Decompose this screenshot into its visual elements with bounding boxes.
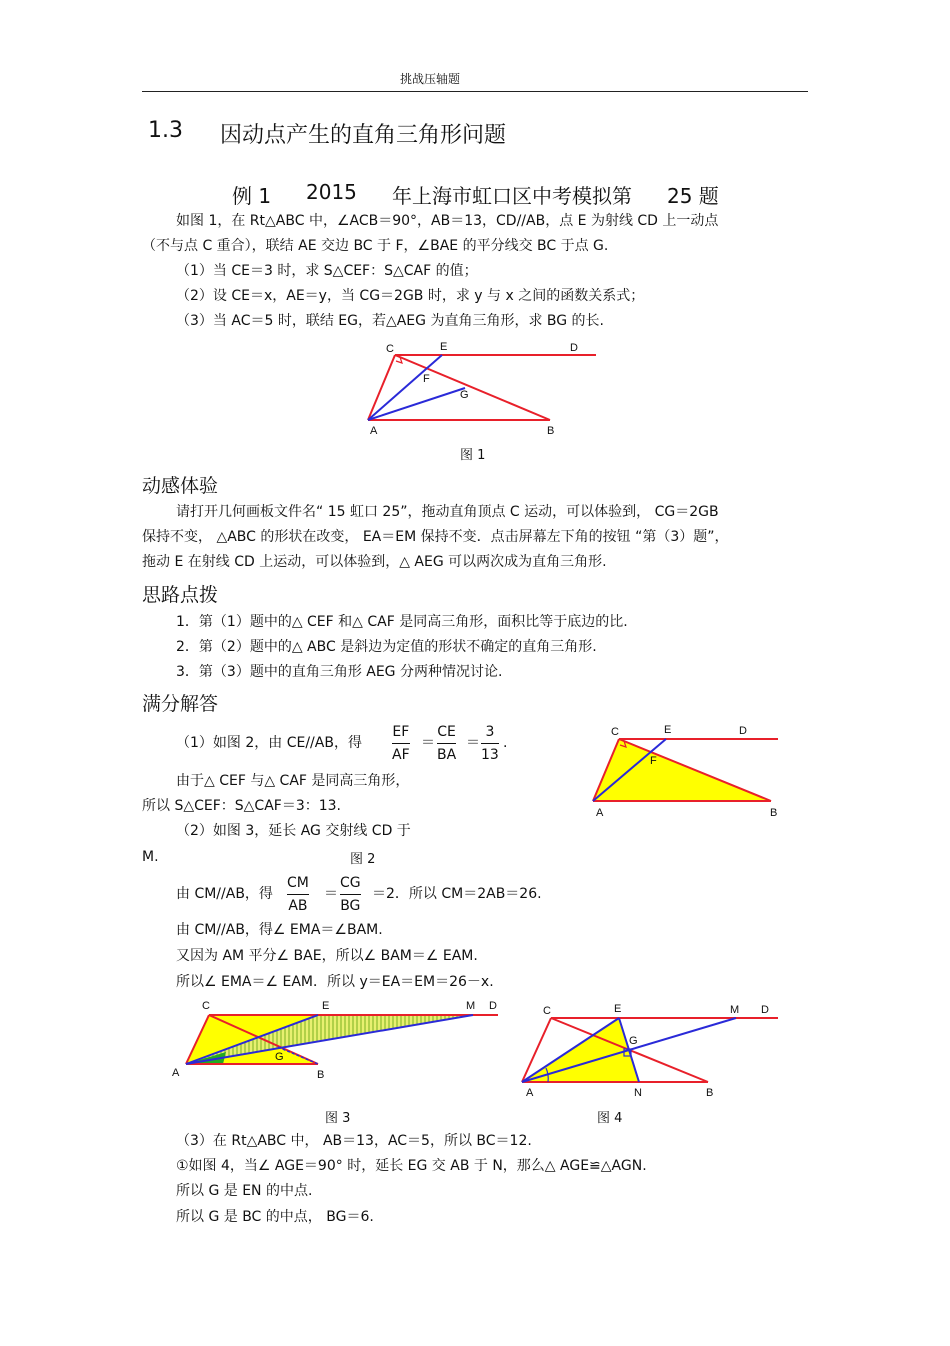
label-c: C xyxy=(611,726,619,738)
label-d: D xyxy=(489,1000,497,1012)
figure-1-caption: 图 1 xyxy=(460,448,486,463)
label-d: D xyxy=(739,725,747,737)
fraction-denominator: BG xyxy=(340,898,361,914)
triangle-fill xyxy=(593,739,771,801)
problem-line-1: 如图 1，在 Rt△ABC 中，∠ACB＝90°，AB＝13，CD//AB，点 E 为射线 CD 上一动点 xyxy=(176,213,719,229)
fraction-ef-af xyxy=(392,723,410,764)
question-3: （3）当 AC＝5 时，联结 EG，若△AEG 为直角三角形，求 BG 的长. xyxy=(176,313,605,329)
section-number: 1.3 xyxy=(148,118,183,143)
fraction-bar xyxy=(287,894,309,895)
solution-1-prefix: （1）如图 2，由 CE//AB，得 xyxy=(176,735,362,751)
label-a: A xyxy=(370,425,378,437)
label-f: F xyxy=(423,373,430,385)
label-g: G xyxy=(460,389,469,401)
solution-1-line-3: 所以 S△CEF：S△CAF＝3：13. xyxy=(142,798,342,814)
figure-4-caption: 图 4 xyxy=(597,1111,623,1126)
label-c: C xyxy=(202,1000,210,1012)
running-header: 挑战压轴题 xyxy=(400,72,461,86)
label-m: M xyxy=(730,1004,740,1016)
label-f: F xyxy=(650,755,657,767)
label-c: C xyxy=(543,1005,551,1017)
fraction-cg-bg xyxy=(340,874,361,915)
example-year: 2015 xyxy=(306,180,357,204)
segment-ae xyxy=(368,355,442,420)
label-b: B xyxy=(317,1069,325,1081)
solution-3-line-2: ①如图 4，当∠ AGE＝90° 时，延长 EG 交 AB 于 N，那么△ AGE≌△AGN. xyxy=(176,1158,647,1174)
label-b: B xyxy=(547,425,555,437)
label-a: A xyxy=(596,807,604,819)
fraction-numerator: CG xyxy=(340,875,361,891)
fraction-bar xyxy=(437,743,456,744)
equals-sign: ＝ xyxy=(421,735,435,751)
solution-2-line-2: M. xyxy=(142,849,159,865)
fraction-denominator: AB xyxy=(288,898,308,914)
example-number: 25 题 xyxy=(667,184,719,208)
dynamic-line-2: 保持不变， △ABC 的形状在改变， EA＝EM 保持不变．点击屏幕左下角的按钮 “第（3）题”， xyxy=(142,529,729,545)
solution-3-line-3: 所以 G 是 EN 的中点. xyxy=(176,1183,313,1199)
label-d: D xyxy=(761,1004,769,1016)
figure-2-caption: 图 2 xyxy=(350,852,376,867)
label-m: M xyxy=(466,1000,476,1012)
solution-heading: 满分解答 xyxy=(142,693,219,715)
label-e: E xyxy=(322,1000,330,1012)
segment-ag xyxy=(368,388,465,420)
fraction-denominator: BA xyxy=(437,747,457,763)
solution-2-line-1: （2）如图 3，延长 AG 交射线 CD 于 xyxy=(176,823,411,839)
fraction-numerator: 3 xyxy=(485,724,495,740)
hints-heading: 思路点拨 xyxy=(142,584,219,606)
fraction-bar xyxy=(392,743,410,744)
fraction-bar xyxy=(340,894,361,895)
dynamic-line-1: 请打开几何画板文件名“ 15 虹口 25”，拖动直角顶点 C 运动，可以体验到， CG＝2GB xyxy=(176,504,719,520)
label-g: G xyxy=(629,1035,638,1047)
label-b: B xyxy=(706,1087,714,1099)
label-g: G xyxy=(275,1051,284,1063)
solution-3-line-1: （3）在 Rt△ABC 中， AB＝13，AC＝5，所以 BC＝12. xyxy=(176,1133,532,1149)
dynamic-line-3: 拖动 E 在射线 CD 上运动，可以体验到，△ AEG 可以两次成为直角三角形. xyxy=(142,554,607,570)
solution-2-line-6: 所以∠ EMA＝∠ EAM．所以 y＝EA＝EM＝26－x. xyxy=(176,974,494,990)
solution-2-line-4: 由 CM//AB，得∠ EMA＝∠BAM. xyxy=(176,922,383,938)
equals-sign: ＝ xyxy=(324,886,338,902)
problem-line-2: （不与点 C 重合），联结 AE 交边 BC 于 F，∠BAE 的平分线交 BC 于点 G. xyxy=(142,238,609,254)
hint-item: 2．第（2）题中的△ ABC 是斜边为定值的形状不确定的直角三角形. xyxy=(176,639,597,655)
fraction-denominator: AF xyxy=(392,747,410,763)
question-1: （1）当 CE＝3 时，求 S△CEF：S△CAF 的值； xyxy=(176,263,478,279)
label-d: D xyxy=(570,342,578,354)
side-bc xyxy=(395,355,550,420)
hint-item: 3．第（3）题中的直角三角形 AEG 分两种情况讨论. xyxy=(176,664,503,680)
label-b: B xyxy=(770,807,778,819)
fraction-numerator: CE xyxy=(437,724,456,740)
label-e: E xyxy=(440,341,448,353)
label-c: C xyxy=(386,343,394,355)
fraction-bar xyxy=(481,743,499,744)
solution-2-line-5: 又因为 AM 平分∠ BAE，所以∠ BAM＝∠ EAM. xyxy=(176,948,478,964)
figure-4 xyxy=(518,998,783,1100)
figure-2 xyxy=(588,720,783,822)
fraction-numerator: CM xyxy=(287,875,309,891)
period: . xyxy=(503,735,508,751)
header-rule xyxy=(142,91,808,92)
side-ac xyxy=(368,355,395,420)
question-2: （2）设 CE＝x，AE＝y，当 CG＝2GB 时，求 y 与 x 之间的函数关系式； xyxy=(176,288,645,304)
label-n: N xyxy=(634,1087,642,1099)
fraction-cm-ab xyxy=(287,874,309,915)
fraction-ce-ba xyxy=(437,723,456,764)
solution-3-line-4: 所以 G 是 BC 的中点， BG＝6. xyxy=(176,1209,374,1225)
example-source: 年上海市虹口区中考模拟第 xyxy=(392,184,632,208)
solution-2-result: ＝2．所以 CM＝2AB＝26. xyxy=(372,886,542,902)
hint-item: 1．第（1）题中的△ CEF 和△ CAF 是同高三角形，面积比等于底边的比. xyxy=(176,614,628,630)
label-e: E xyxy=(664,724,672,736)
figure-1 xyxy=(360,338,605,438)
fraction-numerator: EF xyxy=(392,724,410,740)
figure-3-caption: 图 3 xyxy=(325,1111,351,1126)
fraction-denominator: 13 xyxy=(481,747,499,763)
fraction-3-13 xyxy=(481,723,499,764)
equals-sign: ＝ xyxy=(466,735,480,751)
solution-2-prefix: 由 CM//AB，得 xyxy=(176,886,273,902)
figure-3 xyxy=(168,996,503,1084)
label-a: A xyxy=(526,1087,534,1099)
label-e: E xyxy=(614,1003,622,1015)
dynamic-heading: 动感体验 xyxy=(142,475,219,497)
solution-1-line-2: 由于△ CEF 与△ CAF 是同高三角形， xyxy=(176,773,410,789)
section-title: 因动点产生的直角三角形问题 xyxy=(220,123,507,148)
example-label: 例 1 xyxy=(232,184,272,208)
label-a: A xyxy=(172,1067,180,1079)
